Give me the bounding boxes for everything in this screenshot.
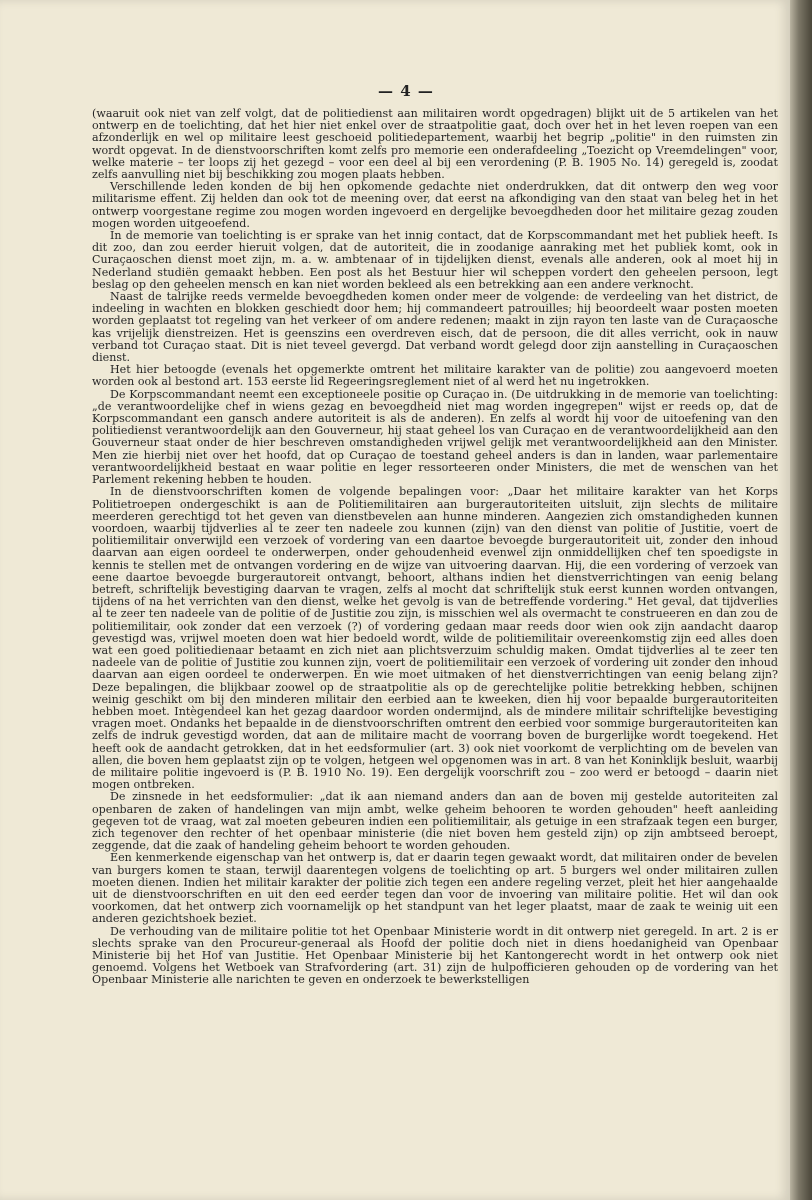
body-text	[92, 108, 778, 987]
paragraph: Naast de talrijke reeds vermelde bevoegdheden komen onder meer de volgende: de verdeeling van het district, de indeeling in wachten en blokken geschiedt door hem; hij commandeert patrouilles; hij beoordeelt waar posten moeten worden geplaatst tot regeling van het verkeer of om andere redenen; maakt in zijn rayon ten laste van de Curaçaosche kas vrijelijk dienstreizen. Het is geenszins een overdreven eisch, dat de persoon, die dit alles verricht, ook in nauw verband tot Curaçao staat. Dit is niet teveel gevergd. Dat verband wordt gelegd door zijn aanstelling in Curaçaoschen dienst.	[92, 290, 778, 365]
paragraph: In de memorie van toelichting is er sprake van het innig contact, dat de Korpscommandant met het publiek heeft. Is dit zoo, dan zou eerder hieruit volgen, dat de autoriteit, die in zoodanige aanraking met het publiek komt, ook in Curaçaoschen dienst moet zijn, m. a. w. ambtenaar of in tijdelijken dienst, evenals alle anderen, ook al moet hij in Nederland studiën gemaakt hebben. Een post als het Bestuur hier wil scheppen vordert den geheelen persoon, legt beslag op den geheelen mensch en kan niet worden bekleed als een betrekking aan een andere verknocht.	[92, 229, 778, 291]
page-edge-shadow	[790, 0, 812, 1200]
page-number: — 4 —	[378, 82, 434, 100]
paragraph: Het hier betoogde (evenals het opgemerkte omtrent het militaire karakter van de politie) zou aangevoerd moeten worden ook al bestond art. 153 eerste lid Regeeringsreglement niet of al werd het nu ingetrokken.	[92, 363, 778, 389]
paragraph: De Korpscommandant neemt een exceptioneele positie op Curaçao in. (De uitdrukking in de memorie van toelichting: „de verantwoordelijke chef in wiens gezag en bevoegdheid niet mag worden ingegrepen" wijst er reeds op, dat de Korpscommandant een gansch andere autoriteit is als de anderen). En zelfs al wordt hij voor de uitoefening van den politiedienst verantwoordelijk aan den Gouverneur, hij staat geheel los van Curaçao en de verantwoordelijkheid aan den Gouverneur staat onder de hier beschreven omstandigheden vrijwel gelijk met verantwoordelijkheid aan den Minister. Men zie hierbij niet over het hoofd, dat op Curaçao de toestand geheel anders is dan in landen, waar parlementaire verantwoordelijkheid bestaat en waar politie en leger ressorteeren onder Ministers, die met de wenschen van het Parlement rekening hebben te houden.	[92, 387, 778, 487]
paragraph: Een kenmerkende eigenschap van het ontwerp is, dat er daarin tegen gewaakt wordt, dat militairen onder de bevelen van burgers komen te staan, terwijl daarentegen volgens de toelichting op art. 5 burgers wel onder militairen zullen moeten dienen. Indien het militair karakter der politie zich tegen een andere regeling verzet, pleit het hier aangehaalde uit de dienstvoorschriften en uit den eed eerder tegen dan voor de invoering van militaire politie. Het wil dan ook voorkomen, dat het ontwerp zich voornamelijk op het standpunt van het leger plaatst, maar de zaak te weinig uit een anderen gezichtshoek beziet.	[92, 851, 778, 926]
paragraph: De zinsnede in het eedsformulier: „dat ik aan niemand anders dan aan de boven mij gestelde autoriteiten zal openbaren de zaken of handelingen van mijn ambt, welke geheim behooren te worden gehouden" heeft aanleiding gegeven tot de vraag, wat zal moeten gebeuren indien een politiemilitair, als getuige in een strafzaak tegen een burger, zich tegenover den rechter of het openbaar ministerie (die niet boven hem gesteld zijn) op zijn ambtseed beroept, zeggende, dat die zaak of handeling geheim behoort te worden gehouden.	[92, 790, 778, 853]
paragraph: In de dienstvoorschriften komen de volgende bepalingen voor: „Daar het militaire karakter van het Korps Politietroepen ondergeschikt is aan de Politiemilitairen aan burgerautoriteiten uitsluit, zijn slechts de militaire meerderen gerechtigd tot het geven van dienstbevelen aan hunne minderen. Aangezien zich omstandigheden kunnen voordoen, waarbij tijdverlies al te zeer ten nadeele zou kunnen (zijn) van den dienst van politie of Justitie, voert de politiemilitair onverwijld een verzoek of vordering van een daartoe bevoegde burgerautoriteit uit, zonder den inhoud daarvan aan eigen oordeel te onderwerpen, onder gehoudenheid evenwel zijn onmiddellijken chef ten spoedigste in kennis te stellen met de ontvangen vordering en de wijze van uitvoering daarvan. Hij, die een vordering of verzoek van eene daartoe bevoegde burgerautoreit ontvangt, behoort, althans indien het dienstverrichtingen van eenig belang betreft, schriftelijk bevestiging daarvan te vragen, zelfs al mocht dat schriftelijk stuk eerst kunnen worden ontvangen, tijdens of na het verrichten van den dienst, welke het gevolg is van de betreffende vordering." Het geval, dat tijdverlies al te zeer ten nadeele van de politie of de Justitie zou zijn, is misschien wel als overmacht te construeeren en dan zou de politiemilitair, ook zonder dat een verzoek (?) of vordering gedaan maar reeds door wien ook zijn aandacht daarop gevestigd was, vrijwel moeten doen wat hier bedoeld wordt, wilde de politiemilitair overeenkomstig zijn eed alles doen wat een goed politiedienaar betaamt en zich niet aan plichtsverzuim schuldig maken. Omdat tijdverlies al te zeer ten nadeele van de politie of Justitie zou kunnen zijn, voert de politiemilitair een verzoek of vordering uit zonder den inhoud daarvan aan eigen oordeel te onderwerpen. En wie moet uitmaken of het dienstverrichtingen van eenig belang zijn? Deze bepalingen, die blijkbaar zoowel op de straatpolitie als op de gerechtelijke politie betrekking hebben, schijnen weinig geschikt om bij den minderen militair den eerbied aan te kweeken, dien hij voor bepaalde burgerautoriteiten hebben moet. Intègendeel kan het gezag daardoor worden ondermijnd, als de mindere militair schriftelijke bevestiging vragen moet. Ondanks het bepaalde in de dienstvoorschriften omtrent den eerbied voor sommige burgerautoriteiten kan zelfs de indruk gevestigd worden, dat aan de militaire macht de voorrang boven de burgerlijke wordt toegekend. Het heeft ook de aandacht getrokken, dat in het eedsformulier (art. 3) ook niet voorkomt de verplichting om de bevelen van allen, die boven hem geplaatst zijn op te volgen, hetgeen wel opgenomen was in art. 8 van het Koninklijk besluit, waarbij de militaire politie ingevoerd is (P. B. 1910 No. 19). Een dergelijk voorschrift zou – zoo werd er betoogd – daarin niet mogen ontbreken.	[92, 485, 778, 792]
paragraph: De verhouding van de militaire politie tot het Openbaar Ministerie wordt in dit ontwerp niet geregeld. In art. 2 is er slechts sprake van den Procureur-generaal als Hoofd der politie doch niet in diens hoedanigheid van Openbaar Ministerie bij het Hof van Justitie. Het Openbaar Ministerie bij het Kantongerecht wordt in het ontwerp ook niet genoemd. Volgens het Wetboek van Strafvordering (art. 31) zijn de hulpofficieren gehouden op de vordering van het Openbaar Ministerie alle narichten te geven en onderzoek te bewerkstelligen	[92, 924, 778, 987]
paragraph: Verschillende leden konden de bij hen opkomende gedachte niet onderdrukken, dat dit ontwerp den weg voor militarisme effent. Zij helden dan ook tot de meening over, dat eerst na afkondiging van den staat van beleg het in het ontwerp voorgestane regime zou mogen worden ingevoerd en dergelijke bevoegdheden door het militaire gezag zouden mogen worden uitgeoefend.	[92, 180, 778, 230]
paragraph: (waaruit ook niet van zelf volgt, dat de politiedienst aan militairen wordt opgedragen) blijkt uit de 5 artikelen van het ontwerp en de toelichting, dat het hier niet enkel over de straatpolitie gaat, doch over het in het leven roepen van een afzonderlijk en wel op militaire leest geschoeid politiedepartement, waarbij het begrip „politie" in den ruimsten zin wordt opgevat. In de dienstvoorschriften komt zelfs pro memorie een onderafdeeling „Toezicht op Vreemdelingen" voor, welke materie – ter loops zij het gezegd – voor een deel al bij een verordening (P. B. 1905 No. 14) geregeld is, zoodat zelfs aanvulling niet bij beschikking zou mogen plaats hebben.	[92, 107, 778, 182]
